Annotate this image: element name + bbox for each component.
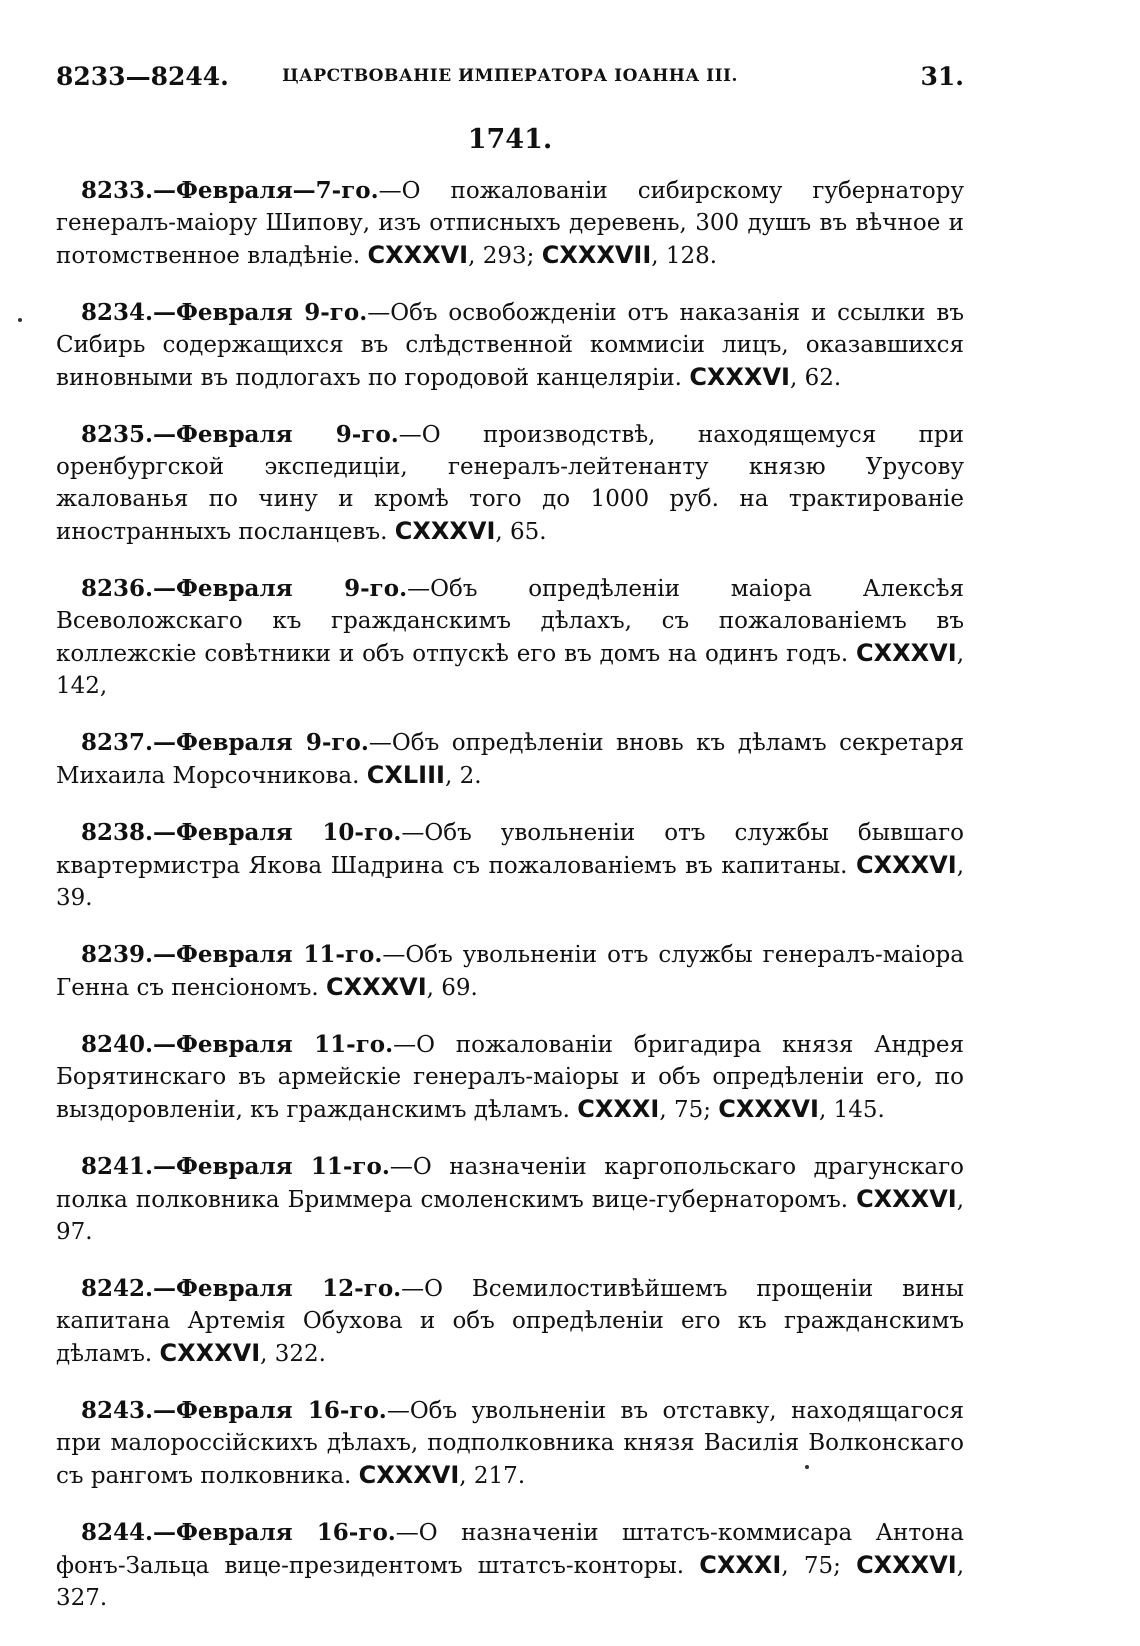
- reference-page: , 142,: [56, 641, 964, 699]
- reference-page: , 97.: [56, 1187, 965, 1245]
- entry-text: —Объ опредѣленіи вновь къ дѣламъ секретаря Михаила Морсочникова.: [56, 730, 964, 789]
- entry-date: —Февраля 9-го.: [153, 421, 399, 448]
- reference-volume: CXXXVI: [718, 1095, 819, 1123]
- reference-page: , 69.: [426, 975, 478, 1001]
- running-title: ЦАРСТВОВАНІЕ ИМПЕРАТОРА ІОАННА III.: [282, 66, 738, 86]
- entry-text: —О назначеніи штатсъ-коммисара Антона фонъ-Зальца вице-президентомъ штатсъ-конторы.: [56, 1520, 964, 1579]
- reference-page: , 293;: [468, 243, 535, 269]
- entry-date: —Февраля—7-го.: [153, 177, 379, 204]
- reference-volume: CXXXVII: [541, 241, 652, 269]
- reference-page: , 145.: [818, 1097, 885, 1123]
- reference-volume: CXXXVI: [358, 1461, 460, 1489]
- entry-date: —Февраля 9-го.: [153, 729, 369, 756]
- running-head: [56, 62, 964, 96]
- document-page: [56, 62, 964, 1639]
- entry-date: —Февраля 16-го.: [153, 1519, 396, 1546]
- reference-volume: CXXXVI: [394, 517, 496, 545]
- entry-number: 8234.: [81, 299, 154, 326]
- reference-page: , 39.: [56, 853, 964, 911]
- decree-entry: [56, 1517, 964, 1614]
- reference-page: , 65.: [495, 519, 547, 545]
- reference-volume: CXXXVI: [856, 639, 957, 667]
- entry-date: —Февраля 12-го.: [153, 1275, 402, 1302]
- decree-entry: [56, 1273, 964, 1370]
- entry-date: —Февраля 9-го.: [153, 299, 368, 326]
- decree-entry: [56, 1151, 964, 1248]
- reference-page: , 128.: [651, 243, 718, 269]
- entry-date: —Февраля 9-го.: [153, 575, 408, 602]
- entry-date: —Февраля 11-го.: [153, 941, 383, 968]
- reference-page: , 75;: [781, 1553, 841, 1579]
- entry-text: —О пожалованіи бригадира князя Андрея Борятинскаго въ армейскіе генералъ-маіоры и объ опредѣленіи его, по выздоровленіи, къ гражданскимъ дѣламъ.: [56, 1032, 964, 1123]
- decree-entry: [56, 727, 964, 792]
- reference-volume: CXXXI: [699, 1551, 782, 1579]
- entry-text: —Объ опредѣленіи маіора Алексѣя Всеволожскаго къ гражданскимъ дѣлахъ, съ пожалованіемъ въ коллежскіе совѣтники и объ отпускѣ его въ домъ на одинъ годъ.: [56, 576, 964, 667]
- year-heading: 1741.: [467, 124, 553, 155]
- reference-volume: CXXXVI: [367, 241, 469, 269]
- page-speck: [805, 1465, 809, 1469]
- entry-number: 8233.: [81, 177, 154, 204]
- entries-list: [56, 175, 964, 1614]
- entry-number: 8238.: [81, 819, 154, 846]
- reference-volume: CXXXI: [577, 1095, 660, 1123]
- reference-volume: CXXXVI: [856, 1551, 957, 1579]
- reference-volume: CXXXVI: [689, 363, 790, 391]
- entry-number: 8243.: [81, 1397, 154, 1424]
- reference-volume: CXXXVI: [159, 1339, 261, 1367]
- entry-number: 8235.: [81, 421, 154, 448]
- reference-volume: CXLIII: [366, 761, 445, 789]
- decree-entry: [56, 175, 964, 272]
- reference-page: , 62.: [789, 365, 842, 391]
- entry-number: 8239.: [81, 941, 154, 968]
- entry-text: —Объ освобожденіи отъ наказанія и ссылки въ Сибирь содержащихся въ слѣдственной коммисіи лицъ, оказавшихся виновными въ подлогахъ по городовой канцеляріи.: [56, 300, 964, 391]
- entry-text: —Объ увольненіи отъ службы бывшаго квартермистра Якова Шадрина съ пожалованіемъ въ капитаны.: [56, 820, 964, 879]
- reference-volume: CXXXVI: [326, 973, 427, 1001]
- reference-page: , 2.: [444, 763, 482, 789]
- entry-text: —Объ увольненіи въ отставку, находящагося при малороссійскихъ дѣлахъ, подполковника князя Василія Волконскаго съ рангомъ полковника.: [56, 1398, 964, 1489]
- reference-page: , 322.: [260, 1341, 326, 1367]
- entry-text: —О назначеніи каргопольскаго драгунскаго полка полковника Бриммера смоленскимъ вице-губернаторомъ.: [56, 1154, 964, 1213]
- entry-number: 8244.: [81, 1519, 154, 1546]
- page-speck: [18, 318, 22, 322]
- decree-entry: [56, 1029, 964, 1126]
- entry-date: —Февраля 11-го.: [153, 1153, 390, 1180]
- reference-page: , 327.: [56, 1553, 965, 1611]
- reference-page: , 217.: [459, 1463, 526, 1489]
- entry-text: —О Всемилостивѣйшемъ прощеніи вины капитана Артемія Обухова и объ опредѣленіи его къ гражданскимъ дѣламъ.: [56, 1276, 964, 1367]
- entry-number: 8237.: [81, 729, 154, 756]
- decree-entry: [56, 817, 964, 914]
- decree-entry: [56, 939, 964, 1004]
- entry-text: —О пожалованіи сибирскому губернатору генералъ-маіору Шипову, изъ отписныхъ деревень, 300 душъ въ вѣчное и потомственное владѣніе.: [56, 178, 964, 269]
- reference-page: , 75;: [659, 1097, 711, 1123]
- entry-date: —Февраля 16-го.: [153, 1397, 387, 1424]
- entry-date: —Февраля 11-го.: [153, 1031, 394, 1058]
- entry-number: 8236.: [81, 575, 154, 602]
- entry-number: 8240.: [81, 1031, 154, 1058]
- reference-volume: CXXXVI: [856, 1185, 957, 1213]
- decree-entry: [56, 573, 964, 702]
- entry-number: 8242.: [81, 1275, 154, 1302]
- entry-range: 8233—8244.: [56, 62, 229, 91]
- entry-text: —Объ увольненіи отъ службы генералъ-маіора Генна съ пенсіономъ.: [56, 942, 964, 1001]
- entry-date: —Февраля 10-го.: [153, 819, 402, 846]
- decree-entry: [56, 1395, 964, 1492]
- entry-text: —О производствѣ, находящемуся при оренбургской экспедиціи, генералъ-лейтенанту князю Урусову жалованья по чину и кромѣ того до 1000 руб. на трактированіе иностранныхъ посланцевъ.: [56, 422, 964, 545]
- decree-entry: [56, 419, 964, 548]
- page-number: 31.: [920, 62, 964, 91]
- entry-number: 8241.: [81, 1153, 154, 1180]
- decree-entry: [56, 297, 964, 394]
- reference-volume: CXXXVI: [856, 851, 957, 879]
